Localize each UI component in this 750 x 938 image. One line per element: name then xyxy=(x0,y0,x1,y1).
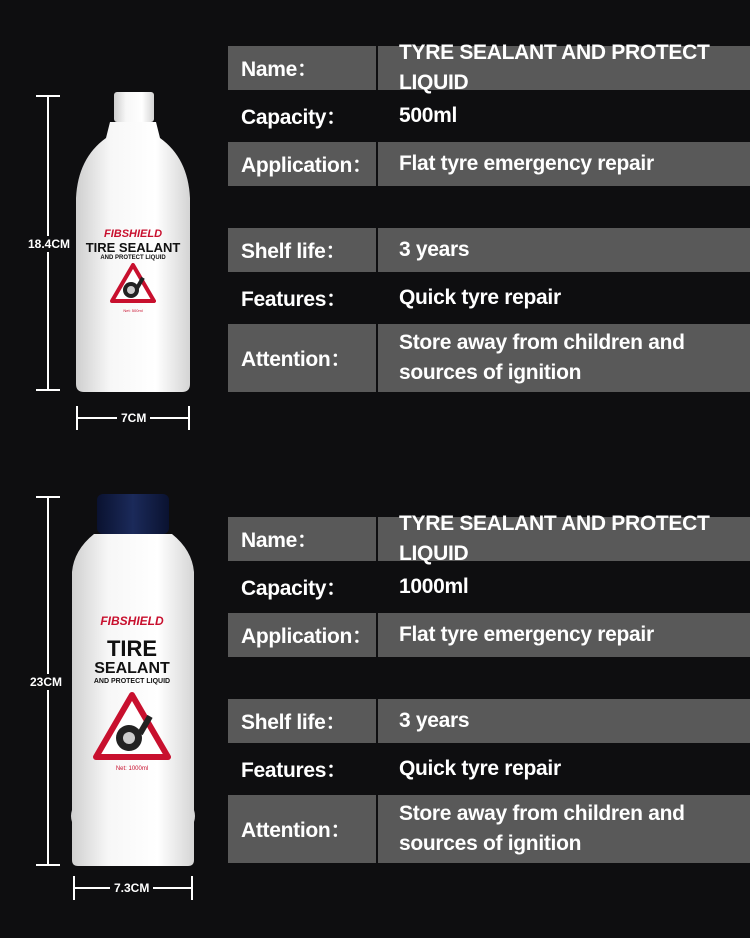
spec-row-name: Name： TYRE SEALANT AND PROTECT LIQUID xyxy=(228,517,750,561)
spec-row-features: Features： Quick tyre repair xyxy=(241,286,561,311)
bottle1-subtitle: AND PROTECT LIQUID xyxy=(100,255,166,261)
spec-row-name: Name： TYRE SEALANT AND PROTECT LIQUID xyxy=(228,46,750,90)
bottle2-subtitle: AND PROTECT LIQUID xyxy=(93,678,171,685)
width-label-1: 7CM xyxy=(117,410,150,426)
spec-row-attention: Attention： Store away from children and sources of ignition xyxy=(228,324,750,392)
spec-row-attention: Attention： Store away from children and sources of ignition xyxy=(228,795,750,863)
bottle2-net: Net: 1000ml xyxy=(115,766,149,772)
spec-row-capacity: Capacity： 1000ml xyxy=(241,575,469,600)
spec-row-application: Application： Flat tyre emergency repair xyxy=(228,142,750,186)
spec-row-shelf-life: Shelf life： 3 years xyxy=(228,699,750,743)
spec-row-shelf-life: Shelf life： 3 years xyxy=(228,228,750,272)
bottle2-label xyxy=(78,614,186,772)
spec-row-capacity: Capacity： 500ml xyxy=(241,104,458,129)
bottle1-title: TIRE SEALANT xyxy=(85,240,181,255)
spec-row-application: Application： Flat tyre emergency repair xyxy=(228,613,750,657)
brand-logo: FIBSHIELD xyxy=(103,228,163,240)
bottle1-label xyxy=(80,228,186,313)
bottle1-net: Net: 500ml xyxy=(123,308,143,313)
bottle2-title-line2: SEALANT xyxy=(94,660,170,677)
spec-table-2 xyxy=(228,512,750,867)
brand-logo: FIBSHIELD xyxy=(100,614,164,628)
width-label-2: 7.3CM xyxy=(110,880,153,896)
spec-row-features: Features： Quick tyre repair xyxy=(241,757,561,782)
bottle2-title-line1: TIRE xyxy=(106,636,158,661)
height-label-2: 23CM xyxy=(30,675,63,689)
height-label-1: 18.4CM xyxy=(28,237,71,251)
spec-table-1 xyxy=(228,41,750,396)
tire-warning-icon xyxy=(92,691,172,761)
tire-warning-icon xyxy=(110,263,156,303)
